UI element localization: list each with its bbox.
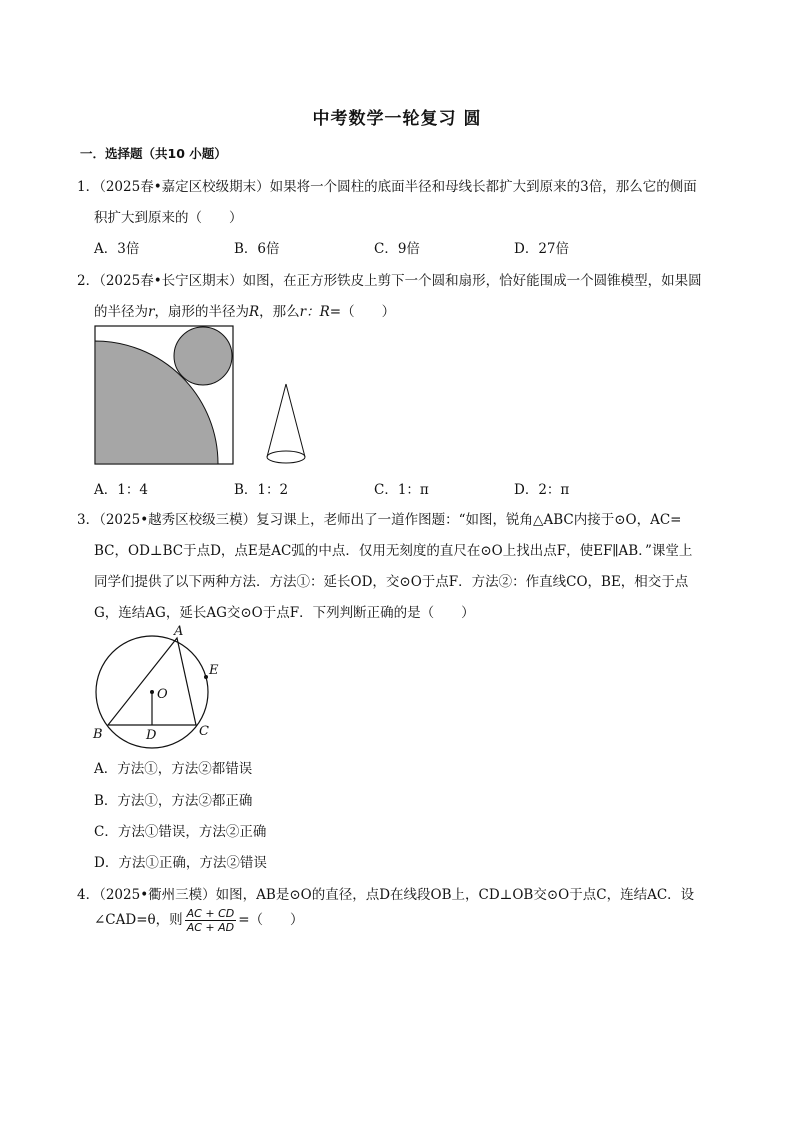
- q4-denominator: AC + AD: [186, 921, 235, 934]
- q1-line1: 1．（2025春•嘉定区校级期末）如果将一个圆柱的底面半径和母线长都扩大到原来的3倍，那么它的侧面: [77, 179, 697, 195]
- q1-option-b[interactable]: B．6倍: [234, 241, 280, 257]
- q4-line2: [94, 907, 304, 934]
- q3-line4: G，连结AG，延长AG交⊙O于点F．下列判断正确的是（ ）: [94, 605, 475, 621]
- cone-model: [267, 384, 305, 463]
- q1-option-c[interactable]: C．9倍: [374, 241, 420, 257]
- q1-options: [94, 237, 714, 257]
- q3-line3: 同学们提供了以下两种方法．方法①：延长OD，交⊙O于点F．方法②：作直线CO，BE，相交于点: [94, 574, 689, 590]
- label-c: C: [199, 724, 209, 739]
- q2-var-r: r: [148, 304, 155, 320]
- page-title: 中考数学一轮复习 圆: [312, 109, 482, 129]
- q3-option-d[interactable]: D．方法①正确，方法②错误: [94, 855, 267, 871]
- q1-option-d[interactable]: D．27倍: [514, 241, 570, 257]
- q1-option-a[interactable]: A．3倍: [94, 241, 140, 257]
- q2-option-a[interactable]: A．1：4: [94, 482, 148, 498]
- q4-text-a: ∠CAD=θ，则: [94, 912, 183, 928]
- label-e: E: [209, 663, 219, 678]
- q2-ratio: r：R: [299, 304, 330, 320]
- q3-figure: [90, 620, 230, 745]
- q2-figure: [94, 325, 344, 467]
- label-d: D: [146, 728, 157, 743]
- q2-option-d[interactable]: D．2：π: [514, 482, 570, 498]
- q3-option-b[interactable]: B．方法①，方法②都正确: [94, 793, 253, 809]
- q2-option-b[interactable]: B．1：2: [234, 482, 289, 498]
- q1-line2: 积扩大到原来的（ ）: [94, 210, 243, 226]
- q4-fraction: [185, 907, 237, 934]
- q4-text-b: =（ ）: [238, 912, 304, 928]
- label-o: O: [157, 687, 168, 702]
- q2-option-c[interactable]: C．1：π: [374, 482, 429, 498]
- q2-text-d: =（ ）: [329, 304, 396, 320]
- small-circle-shape: [174, 327, 232, 385]
- label-b: B: [93, 727, 103, 742]
- point-e: [204, 675, 208, 679]
- q4-line1: 4．（2025•衢州三模）如图，AB是⊙O的直径，点D在线段OB上，CD⊥OB交⊙O于点C，连结AC．设: [77, 887, 695, 903]
- q3-option-c[interactable]: C．方法①错误，方法②正确: [94, 824, 267, 840]
- q2-line1: 2．（2025春•长宁区期末）如图，在正方形铁皮上剪下一个圆和扇形，恰好能围成一个圆锥模型，如果圆: [77, 273, 702, 289]
- q2-options: [94, 478, 714, 498]
- q2-line2: [94, 300, 395, 320]
- point-o: [150, 690, 154, 694]
- q2-text-c: ，那么: [259, 304, 300, 320]
- label-a: A: [174, 624, 184, 639]
- q2-var-R: R: [248, 304, 260, 320]
- q2-text-b: ，扇形的半径为: [154, 304, 249, 320]
- q3-line1: 3．（2025•越秀区校级三模）复习课上，老师出了一道作图题：“如图，锐角△ABC内接于⊙O，AC=: [77, 512, 682, 528]
- section-heading: 一．选择题（共10 小题）: [80, 146, 227, 161]
- q2-text-a: 的半径为: [94, 304, 148, 320]
- q4-numerator: AC + CD: [186, 907, 235, 920]
- q3-line2: BC，OD⊥BC于点D，点E是AC弧的中点．仅用无刻度的直尺在⊙O上找出点F，使EF∥AB．”课堂上: [94, 543, 693, 559]
- q3-option-a[interactable]: A．方法①，方法②都错误: [94, 761, 253, 777]
